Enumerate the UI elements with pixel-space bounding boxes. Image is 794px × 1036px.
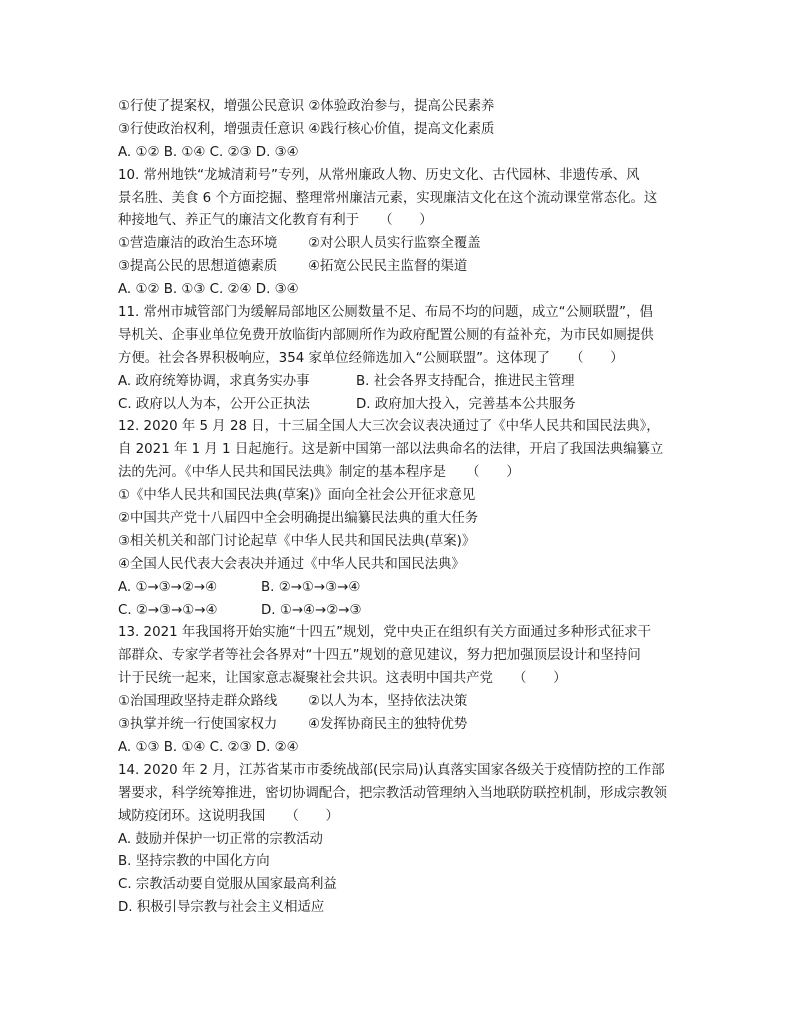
q11-option-c: C. 政府以人为本，公开公正执法 [118,396,310,412]
q10-statement-1: ①营造廉洁的政治生态环境 [118,236,278,252]
q13-options: A. ①③ B. ①④ C. ②③ D. ②④ [118,739,299,755]
q9-options: A. ①② B. ①④ C. ②③ D. ③④ [118,144,299,160]
q10-stem-line-3: 种接地气、养正气的廉洁文化教育有利于 （ ） [118,213,433,229]
q10-statement-4: ④拓宽公民民主监督的渠道 [308,259,468,275]
q13-stem-line-1: 13. 2021 年我国将开始实施“十四五”规划，党中央正在组织有关方面通过多种形式征求干 [118,625,652,641]
q11-stem-line-2: 导机关、企事业单位免费开放临街内部厕所作为政府配置公厕的有益补充，为市民如厕提供 [118,327,654,343]
q11-stem-line-3: 方便。社会各界积极响应，354 家单位经筛选加入“公厕联盟”。这体现了 （ ） [118,350,624,366]
q11-option-b: B. 社会各界支持配合，推进民主管理 [356,373,575,389]
q12-statement-2: ②中国共产党十八届四中全会明确提出编纂民法典的重大任务 [118,511,479,527]
q12-statement-1: ①《中华人民共和国民法典(草案)》面向全社会公开征求意见 [118,488,476,504]
q14-option-c: C. 宗教活动要自觉服从国家最高利益 [118,877,337,893]
exam-page [118,96,678,920]
q11-options-row-2 [118,394,678,417]
q13-stem-line-2: 部群众、专家学者等社会各界对“十四五”规划的意见建议，努力把加强顶层设计和坚持问 [118,648,641,664]
q12-option-d: D. ①→④→②→③ [261,602,362,618]
q13-statement-4: ④发挥协商民主的独特优势 [308,717,468,733]
q14-option-d: D. 积极引导宗教与社会主义相适应 [118,900,325,916]
q11-options-row-1 [118,371,678,394]
q12-stem-line-2: 自 2021 年 1 月 1 日起施行。这是新中国第一部以法典命名的法律，开启了我国法典编纂立 [118,442,664,458]
q10-stem-line-1: 10. 常州地铁“龙城清莉号”专列，从常州廉政人物、历史文化、古代园林、非遗传承、风 [118,167,640,183]
q10-stem-line-2: 景名胜、美食 6 个方面挖掘、整理常州廉洁元素，实现廉洁文化在这个流动课堂常态化。这 [118,190,658,206]
q12-options-row-2 [118,600,678,623]
q12-option-c: C. ②→③→①→④ [118,602,218,618]
q9-statement-1: ①行使了提案权，增强公民意识 ②体验政治参与，提高公民素养 [118,99,495,114]
q12-options-row-1 [118,577,678,600]
q10-statement-2: ②对公职人员实行监察全覆盖 [308,236,481,252]
q13-statement-2: ②以人为本，坚持依法决策 [308,694,468,710]
q12-stem-line-3: 法的先河。《中华人民共和国民法典》制定的基本程序是 （ ） [118,465,520,481]
q13-stem-line-3: 计于民统一起来，让国家意志凝聚社会共识。这表明中国共产党 （ ） [118,671,567,687]
q12-option-a: A. ①→③→②→④ [118,579,218,595]
q12-stem-line-1: 12. 2020 年 5 月 28 日，十三届全国人大三次会议表决通过了《中华人民共和国民法典》， [118,419,660,435]
q12-statement-3: ③相关机关和部门讨论起草《中华人民共和国民法典(草案)》 [118,533,476,549]
q14-stem-line-2: 署要求，科学统筹推进，密切协调配合，把宗教活动管理纳入当地联防联控机制，形成宗教领 [118,785,668,801]
q13-statement-1: ①治国理政坚持走群众路线 [118,694,278,710]
q13-statements-row-2 [118,714,678,737]
q14-stem-line-3: 域防疫闭环。这说明我国 （ ） [118,808,339,824]
q13-statement-3: ③执掌并统一行使国家权力 [118,717,278,733]
q12-option-b: B. ②→①→③→④ [261,579,361,595]
q9-statement-2: ③行使政治权利，增强责任意识 ④践行核心价值，提高文化素质 [118,121,495,137]
q10-options: A. ①② B. ①③ C. ②④ D. ③④ [118,282,299,298]
q11-option-a: A. 政府统筹协调，求真务实办事 [118,373,310,389]
q11-option-d: D. 政府加大投入，完善基本公共服务 [356,396,576,412]
q13-statements-row-1 [118,691,678,714]
q10-statements-row-1 [118,233,678,256]
q14-stem-line-1: 14. 2020 年 2 月，江苏省某市市委统战部(民宗局)认真落实国家各级关于疫情防控的工作部 [118,762,665,778]
q10-statements-row-2 [118,256,678,279]
q11-stem-line-1: 11. 常州市城管部门为缓解局部地区公厕数量不足、布局不均的问题，成立“公厕联盟”，倡 [118,305,653,321]
q12-statement-4: ④全国人民代表大会表决并通过《中华人民共和国民法典》 [118,556,465,572]
q14-option-a: A. 鼓励并保护一切正常的宗教活动 [118,831,323,847]
q10-statement-3: ③提高公民的思想道德素质 [118,259,278,275]
q14-option-b: B. 坚持宗教的中国化方向 [118,854,270,870]
